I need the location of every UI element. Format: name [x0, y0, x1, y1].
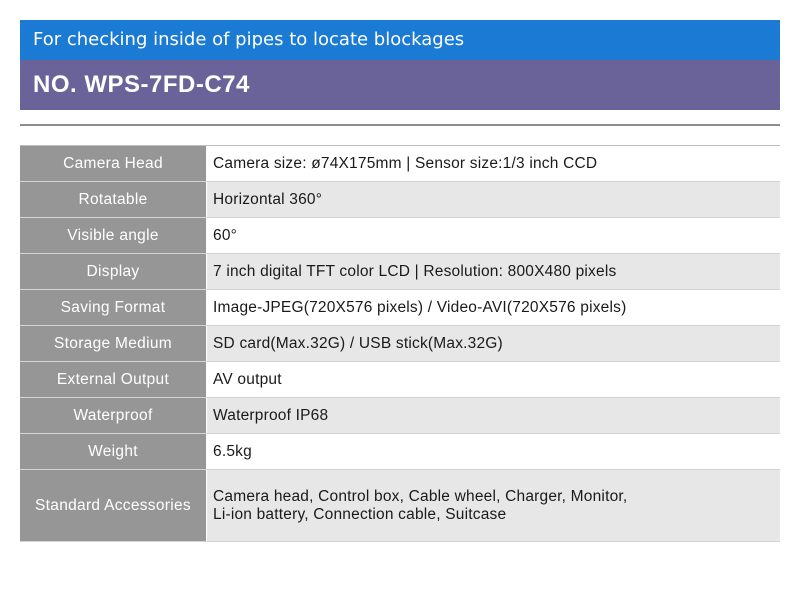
spec-label: External Output — [20, 362, 207, 397]
spec-value: Camera size: ø74X175mm | Sensor size:1/3 inch CCD — [207, 146, 780, 181]
spec-label: Rotatable — [20, 182, 207, 217]
subtitle-banner — [20, 20, 780, 60]
spec-label: Storage Medium — [20, 326, 207, 361]
spec-row-waterproof — [20, 398, 780, 434]
spec-label: Display — [20, 254, 207, 289]
spec-value-line: Li-ion battery, Connection cable, Suitcase — [213, 505, 507, 523]
spec-value: 60° — [207, 218, 780, 253]
spec-value: Image-JPEG(720X576 pixels) / Video-AVI(720X576 pixels) — [207, 290, 780, 325]
spec-row-storage-medium — [20, 326, 780, 362]
spec-row-visible-angle — [20, 218, 780, 254]
model-number: NO. WPS-7FD-C74 — [33, 71, 250, 98]
spec-value: SD card(Max.32G) / USB stick(Max.32G) — [207, 326, 780, 361]
spec-row-camera-head — [20, 146, 780, 182]
spec-label: Weight — [20, 434, 207, 469]
spec-value: 6.5kg — [207, 434, 780, 469]
spec-table — [20, 145, 780, 542]
spec-label: Camera Head — [20, 146, 207, 181]
subtitle-text: For checking inside of pipes to locate blockages — [33, 29, 465, 50]
spec-row-external-output — [20, 362, 780, 398]
spec-value: 7 inch digital TFT color LCD | Resolution: 800X480 pixels — [207, 254, 780, 289]
spec-label: Waterproof — [20, 398, 207, 433]
spec-label: Standard Accessories — [20, 470, 207, 541]
spec-label: Visible angle — [20, 218, 207, 253]
spec-row-saving-format — [20, 290, 780, 326]
spec-value — [207, 470, 780, 541]
spec-row-rotatable — [20, 182, 780, 218]
model-banner — [20, 60, 780, 110]
spec-value: AV output — [207, 362, 780, 397]
spec-row-display — [20, 254, 780, 290]
spec-label: Saving Format — [20, 290, 207, 325]
spec-value-line: Camera head, Control box, Cable wheel, Charger, Monitor, — [213, 487, 628, 505]
spec-value: Waterproof IP68 — [207, 398, 780, 433]
divider-line — [20, 124, 780, 126]
spec-row-weight — [20, 434, 780, 470]
spec-row-standard-accessories — [20, 470, 780, 542]
spec-value: Horizontal 360° — [207, 182, 780, 217]
